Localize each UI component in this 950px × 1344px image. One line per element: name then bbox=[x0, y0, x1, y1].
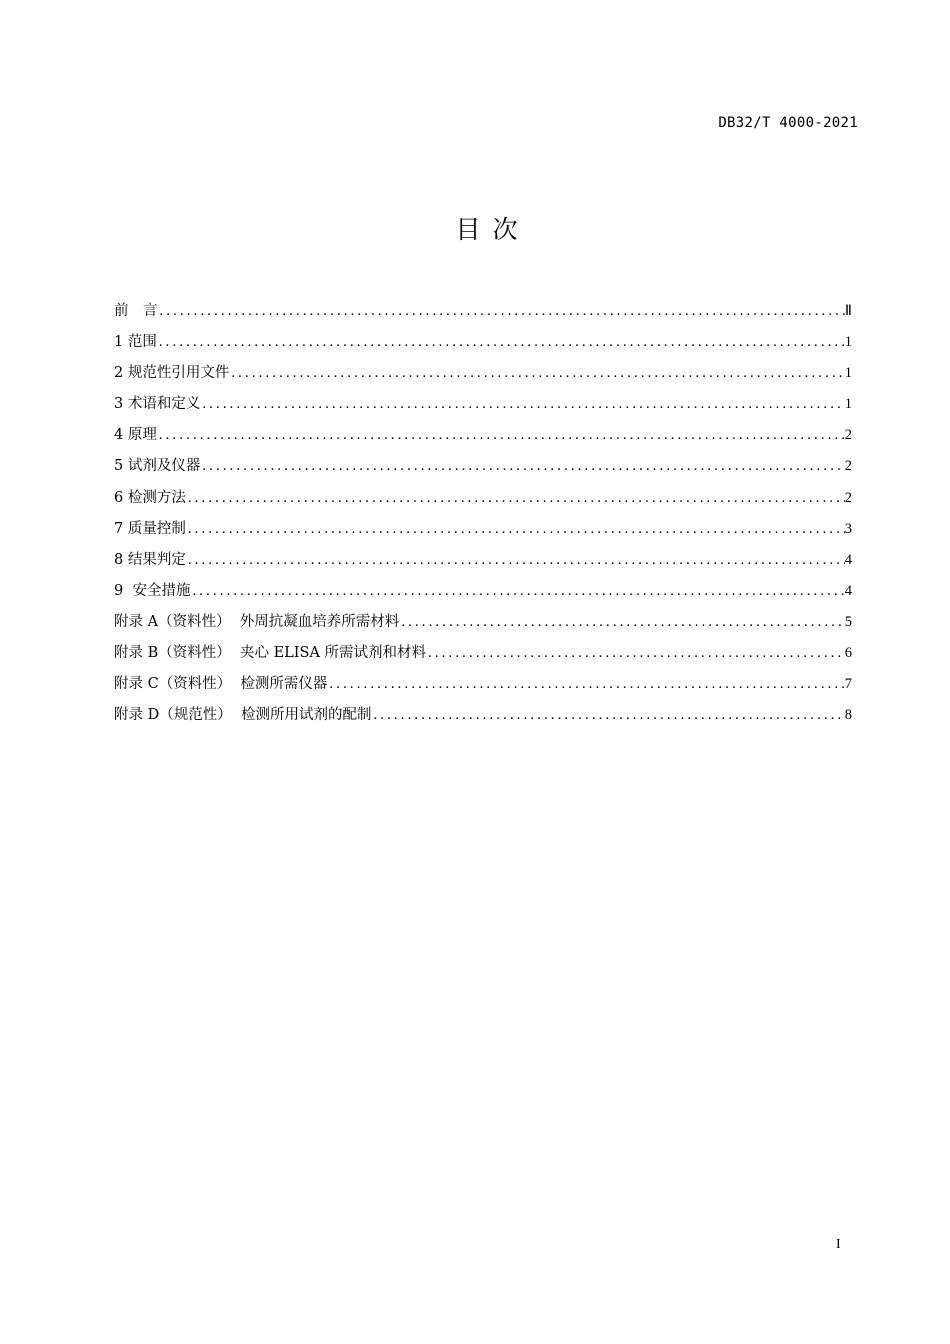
toc-entry-principle[interactable] bbox=[114, 420, 852, 451]
toc-entry-label: 3 术语和定义 bbox=[114, 396, 201, 413]
page-number: I bbox=[836, 1237, 841, 1252]
dot-leader bbox=[200, 389, 844, 420]
toc-entry-result-determination[interactable] bbox=[114, 545, 852, 576]
toc-entry-page: 8 bbox=[844, 707, 852, 724]
toc-entry-quality-control[interactable] bbox=[114, 514, 852, 545]
toc-entry-page: 3 bbox=[844, 520, 852, 537]
dot-leader bbox=[186, 483, 845, 514]
toc-entry-safety-measures[interactable] bbox=[114, 576, 852, 607]
toc-entry-label: 附录 C（资料性） 检测所需仪器 bbox=[114, 676, 328, 693]
toc-entry-appendix-d[interactable] bbox=[114, 700, 852, 731]
toc-entry-label: 9 安全措施 bbox=[114, 582, 191, 599]
dot-leader bbox=[157, 327, 845, 358]
toc-entry-test-method[interactable] bbox=[114, 483, 852, 514]
dot-leader bbox=[229, 358, 844, 389]
toc-entry-page: 2 bbox=[844, 458, 852, 475]
toc-entry-page: 4 bbox=[844, 582, 852, 599]
document-code: DB32/T 4000-2021 bbox=[718, 115, 858, 131]
toc-entry-page: 2 bbox=[844, 489, 852, 506]
toc-entry-page: 4 bbox=[844, 551, 852, 568]
toc-entry-label: 前 言 bbox=[114, 303, 158, 319]
toc-entry-page: 1 bbox=[844, 365, 852, 382]
dot-leader bbox=[399, 607, 844, 638]
toc-entry-page: 6 bbox=[844, 645, 852, 662]
toc-entry-reagents-instruments[interactable] bbox=[114, 451, 852, 482]
toc-entry-label: 附录 A（资料性） 外周抗凝血培养所需材料 bbox=[114, 613, 400, 630]
dot-leader bbox=[186, 514, 845, 545]
toc-entry-page: 2 bbox=[844, 427, 852, 444]
dot-leader bbox=[186, 545, 845, 576]
toc-title: 目 次 bbox=[455, 215, 520, 244]
toc-entry-appendix-b[interactable] bbox=[114, 638, 852, 669]
dot-leader bbox=[157, 420, 845, 451]
toc-entry-label: 7 质量控制 bbox=[114, 520, 186, 537]
toc-entry-normative-references[interactable] bbox=[114, 358, 852, 389]
dot-leader bbox=[190, 576, 844, 607]
toc-entry-page: 5 bbox=[844, 613, 852, 630]
dot-leader bbox=[426, 638, 845, 669]
toc-entry-label: 附录 B（资料性） 夹心 ELISA 所需试剂和材料 bbox=[114, 645, 427, 662]
toc-entry-appendix-c[interactable] bbox=[114, 669, 852, 700]
toc-entry-page: Ⅱ bbox=[844, 303, 852, 319]
toc-entry-page: 1 bbox=[844, 396, 852, 413]
toc-entry-label: 2 规范性引用文件 bbox=[114, 365, 230, 382]
toc-entry-terms-definitions[interactable] bbox=[114, 389, 852, 420]
dot-leader bbox=[158, 296, 845, 327]
dot-leader bbox=[371, 700, 844, 731]
toc-entry-appendix-a[interactable] bbox=[114, 607, 852, 638]
toc-entry-foreword[interactable] bbox=[114, 296, 852, 327]
toc-entry-label: 8 结果判定 bbox=[114, 551, 186, 568]
dot-leader bbox=[200, 451, 844, 482]
dot-leader bbox=[327, 669, 844, 700]
toc-entry-page: 7 bbox=[844, 676, 852, 693]
toc-entry-label: 4 原理 bbox=[114, 427, 157, 444]
toc-entry-scope[interactable] bbox=[114, 327, 852, 358]
toc-entry-label: 附录 D（规范性） 检测所用试剂的配制 bbox=[114, 707, 372, 724]
toc-entry-label: 6 检测方法 bbox=[114, 489, 186, 506]
toc-entry-page: 1 bbox=[844, 334, 852, 351]
table-of-contents bbox=[114, 296, 852, 731]
toc-entry-label: 5 试剂及仪器 bbox=[114, 458, 201, 475]
toc-entry-label: 1 范围 bbox=[114, 334, 157, 351]
